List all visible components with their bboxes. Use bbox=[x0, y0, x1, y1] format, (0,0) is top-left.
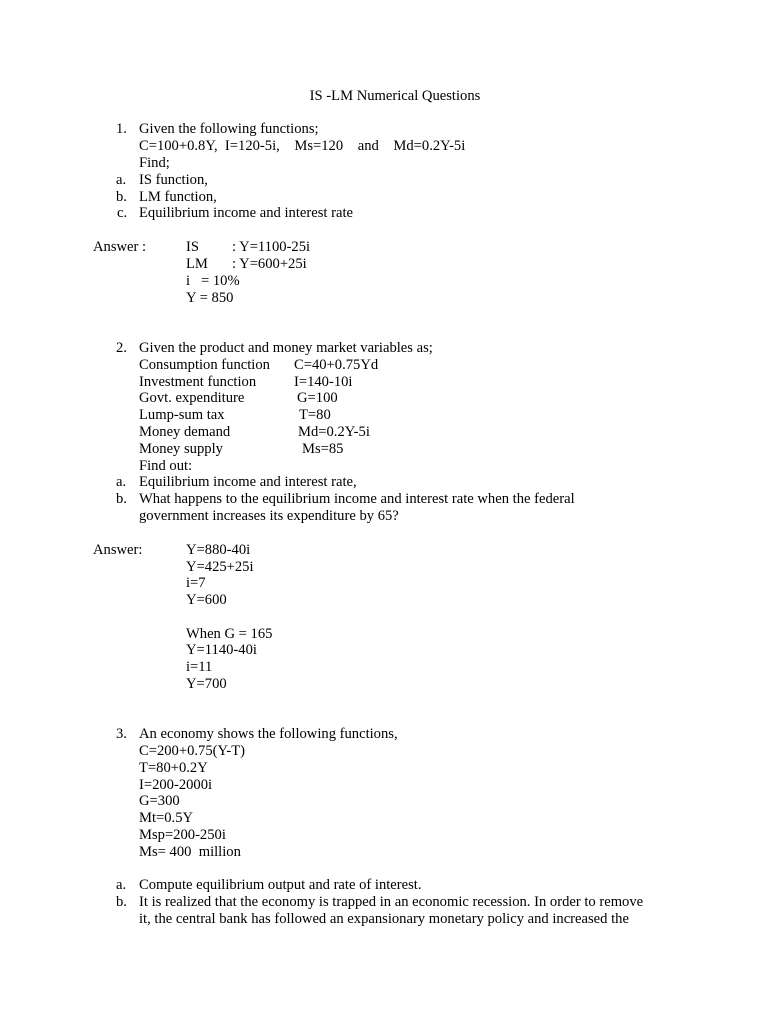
question-2-number: 2. bbox=[116, 340, 127, 356]
question-3-part-label: a. bbox=[116, 877, 127, 893]
answer-2-label: Answer: bbox=[93, 542, 143, 558]
answer-1-key: Y = 850 bbox=[186, 290, 234, 306]
variable-value: T=80 bbox=[299, 407, 331, 423]
variable-value: Md=0.2Y-5i bbox=[298, 424, 370, 440]
answer-1-label: Answer : bbox=[93, 239, 147, 255]
question-3-function: C=200+0.75(Y-T) bbox=[139, 743, 246, 759]
variable-name: Lump-sum tax bbox=[139, 407, 225, 423]
question-2-part-label: a. bbox=[116, 474, 127, 490]
variable-name: Govt. expenditure bbox=[139, 390, 245, 406]
question-3-part-text: It is realized that the economy is trapped in an economic recession. In order to remove bbox=[139, 894, 644, 910]
answer-2-line: Y=880-40i bbox=[186, 542, 251, 558]
variable-value: G=100 bbox=[297, 390, 338, 406]
question-3-function: G=300 bbox=[139, 793, 180, 809]
question-1-part-text: LM function, bbox=[139, 189, 217, 205]
question-1-number: 1. bbox=[116, 121, 127, 137]
variable-value: Ms=85 bbox=[302, 441, 344, 457]
question-2-find: Find out: bbox=[139, 458, 193, 474]
answer-2-line: Y=600 bbox=[186, 592, 227, 608]
question-3-function: Msp=200-250i bbox=[139, 827, 226, 843]
variable-name: Money demand bbox=[139, 424, 231, 440]
answer-1-key: i = 10% bbox=[186, 273, 240, 289]
answer-1-key: LM bbox=[186, 256, 208, 272]
question-1-part-text: IS function, bbox=[139, 172, 208, 188]
question-1-part-label: b. bbox=[116, 189, 127, 205]
question-3-part-label: b. bbox=[116, 894, 127, 910]
question-3-function: Mt=0.5Y bbox=[139, 810, 194, 826]
answer-1-value: : Y=600+25i bbox=[232, 256, 307, 272]
answer-1-value: : Y=1100-25i bbox=[232, 239, 311, 255]
question-3-function: I=200-2000i bbox=[139, 777, 213, 793]
question-1-find: Find; bbox=[139, 155, 170, 171]
answer-2-line: Y=1140-40i bbox=[186, 642, 257, 658]
question-2-part-text-continued: government increases its expenditure by 65? bbox=[139, 508, 399, 524]
variable-name: Investment function bbox=[139, 374, 257, 390]
answer-2-line: When G = 165 bbox=[186, 626, 273, 642]
question-2-part-text: What happens to the equilibrium income and interest rate when the federal bbox=[139, 491, 575, 507]
question-1-part-label: a. bbox=[116, 172, 127, 188]
question-3-part-text: Compute equilibrium output and rate of interest. bbox=[139, 877, 422, 893]
question-3-number: 3. bbox=[116, 726, 127, 742]
question-1-intro: Given the following functions; bbox=[139, 121, 319, 137]
question-2-part-label: b. bbox=[116, 491, 127, 507]
variable-name: Consumption function bbox=[139, 357, 270, 373]
question-1-functions: C=100+0.8Y, I=120-5i, Ms=120 and Md=0.2Y-5i bbox=[139, 138, 466, 154]
question-3-part-text-continued: it, the central bank has followed an expansionary monetary policy and increased the bbox=[139, 911, 629, 927]
answer-2-line: Y=425+25i bbox=[186, 559, 254, 575]
variable-value: C=40+0.75Yd bbox=[294, 357, 379, 373]
question-1-part-label: c. bbox=[117, 205, 128, 221]
variable-value: I=140-10i bbox=[294, 374, 353, 390]
question-1-part-text: Equilibrium income and interest rate bbox=[139, 205, 353, 221]
question-2-intro: Given the product and money market variables as; bbox=[139, 340, 433, 356]
answer-2-line: Y=700 bbox=[186, 676, 227, 692]
question-3-function: Ms= 400 million bbox=[139, 844, 241, 860]
question-3-intro: An economy shows the following functions, bbox=[139, 726, 398, 742]
question-3-function: T=80+0.2Y bbox=[139, 760, 208, 776]
answer-2-line: i=7 bbox=[186, 575, 206, 591]
question-2-part-text: Equilibrium income and interest rate, bbox=[139, 474, 357, 490]
answer-2-line: i=11 bbox=[186, 659, 213, 675]
page-title: IS -LM Numerical Questions bbox=[309, 88, 481, 104]
variable-name: Money supply bbox=[139, 441, 223, 457]
answer-1-key: IS bbox=[186, 239, 199, 255]
